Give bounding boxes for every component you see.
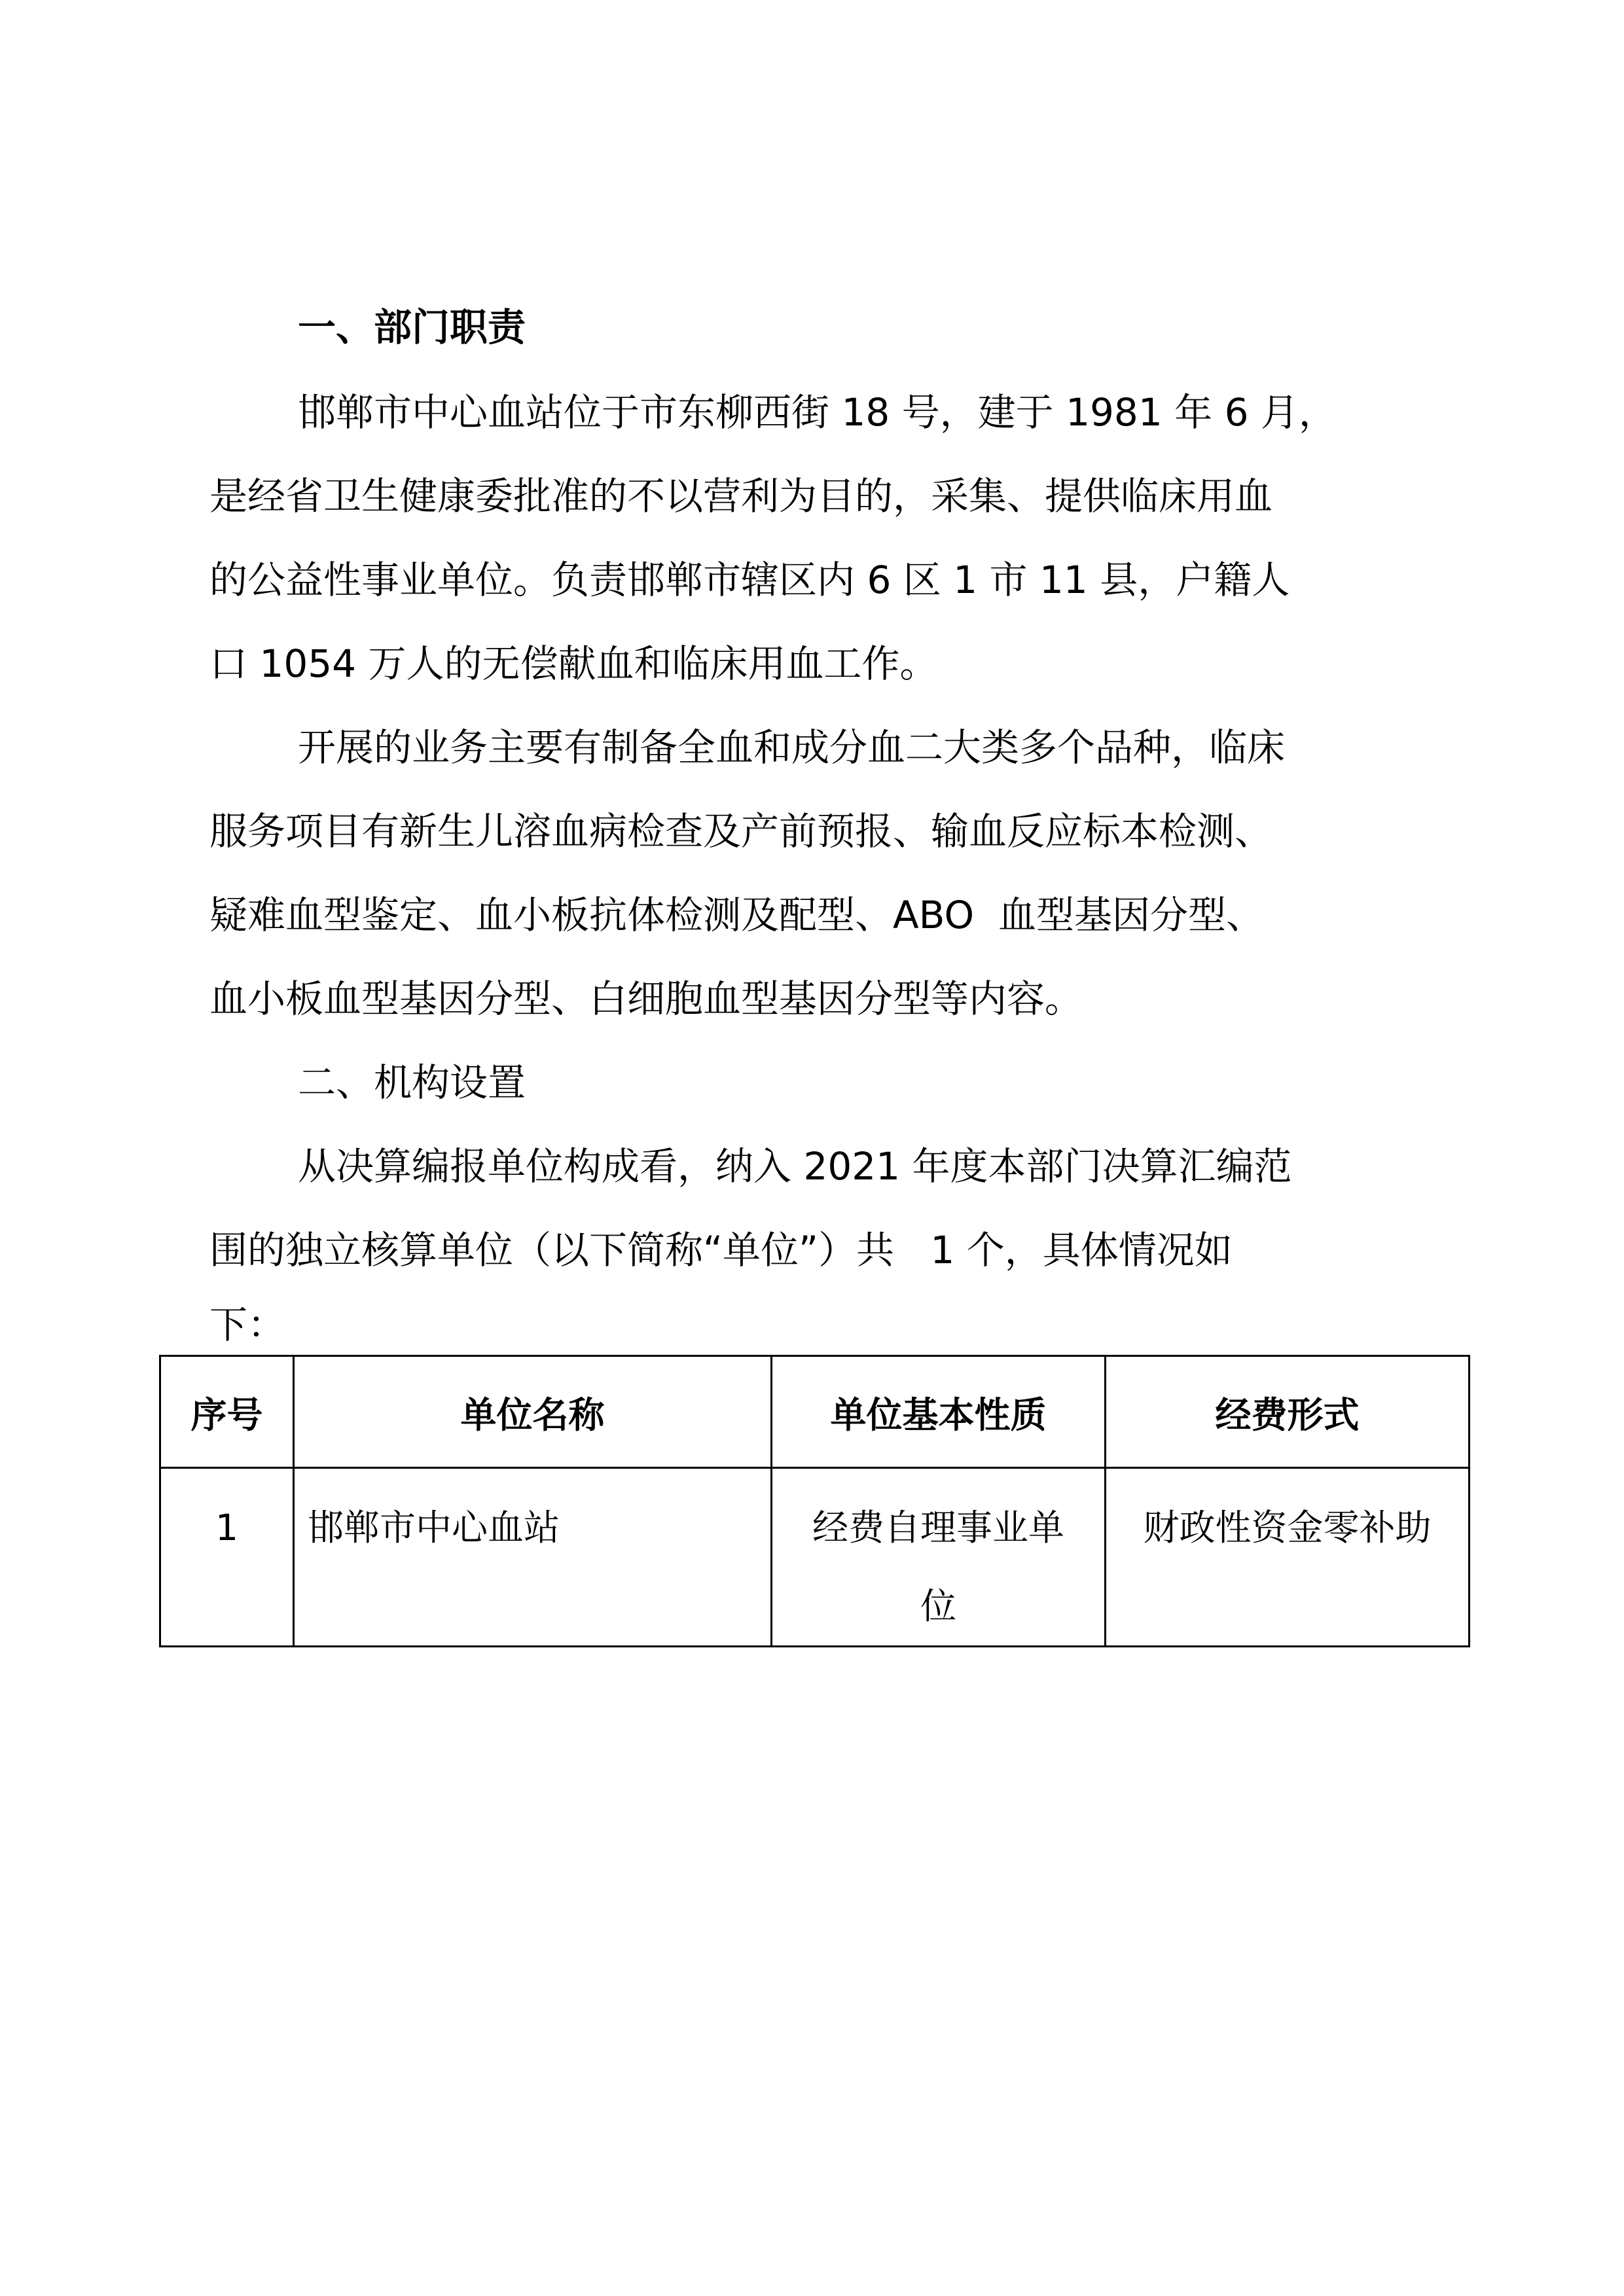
cell-unit-nature-line1: 经费自理事业单 [812,1507,1064,1549]
section2-p-line3: 下： [209,1302,286,1347]
header-unit-nature: 单位基本性质 [772,1356,1106,1468]
section2-p-line2: 围的独立核算单位（以下简称“单位”）共 1 个，具体情况如 [209,1228,1233,1272]
section1-p1-line3: 的公益性事业单位。负责邯郸市辖区内 6 区 1 市 11 县，户籍人 [209,558,1290,602]
header-funding-form: 经费形式 [1106,1356,1470,1468]
section1-p2-line1: 开展的业务主要有制备全血和成分血二大类多个品种，临床 [298,725,1286,770]
section1-p1-line2: 是经省卫生健康委批准的不以营利为目的，采集、提供临床用血 [209,474,1273,518]
section1-p2-line4: 血小板血型基因分型、白细胞血型基因分型等内容。 [209,977,1083,1021]
cell-index: 1 [160,1468,294,1647]
table-row [160,1468,1470,1647]
cell-unit-nature-line2: 位 [920,1585,956,1627]
header-index: 序号 [160,1356,294,1468]
section2-heading: 二、机构设置 [298,1060,526,1105]
header-unit-name: 单位名称 [294,1356,772,1468]
section2-p-line1: 从决算编报单位构成看，纳入 2021 年度本部门决算汇编范 [298,1144,1292,1189]
section1-p1-line1: 邯郸市中心血站位于市东柳西街 18 号，建于 1981 年 6 月， [298,390,1337,435]
cell-unit-name: 邯郸市中心血站 [294,1468,772,1647]
section1-heading: 一、部门职责 [298,305,526,350]
cell-unit-nature [772,1468,1106,1647]
cell-funding-form: 财政性资金零补助 [1106,1468,1470,1647]
section1-p2-line3: 疑难血型鉴定、血小板抗体检测及配型、ABO 血型基因分型、 [209,893,1264,937]
section1-p2-line2: 服务项目有新生儿溶血病检查及产前预报、输血反应标本检测、 [209,809,1273,853]
section1-p1-line4: 口 1054 万人的无偿献血和临床用血工作。 [209,641,938,686]
table-header-row [160,1356,1470,1468]
unit-table [159,1355,1470,1647]
